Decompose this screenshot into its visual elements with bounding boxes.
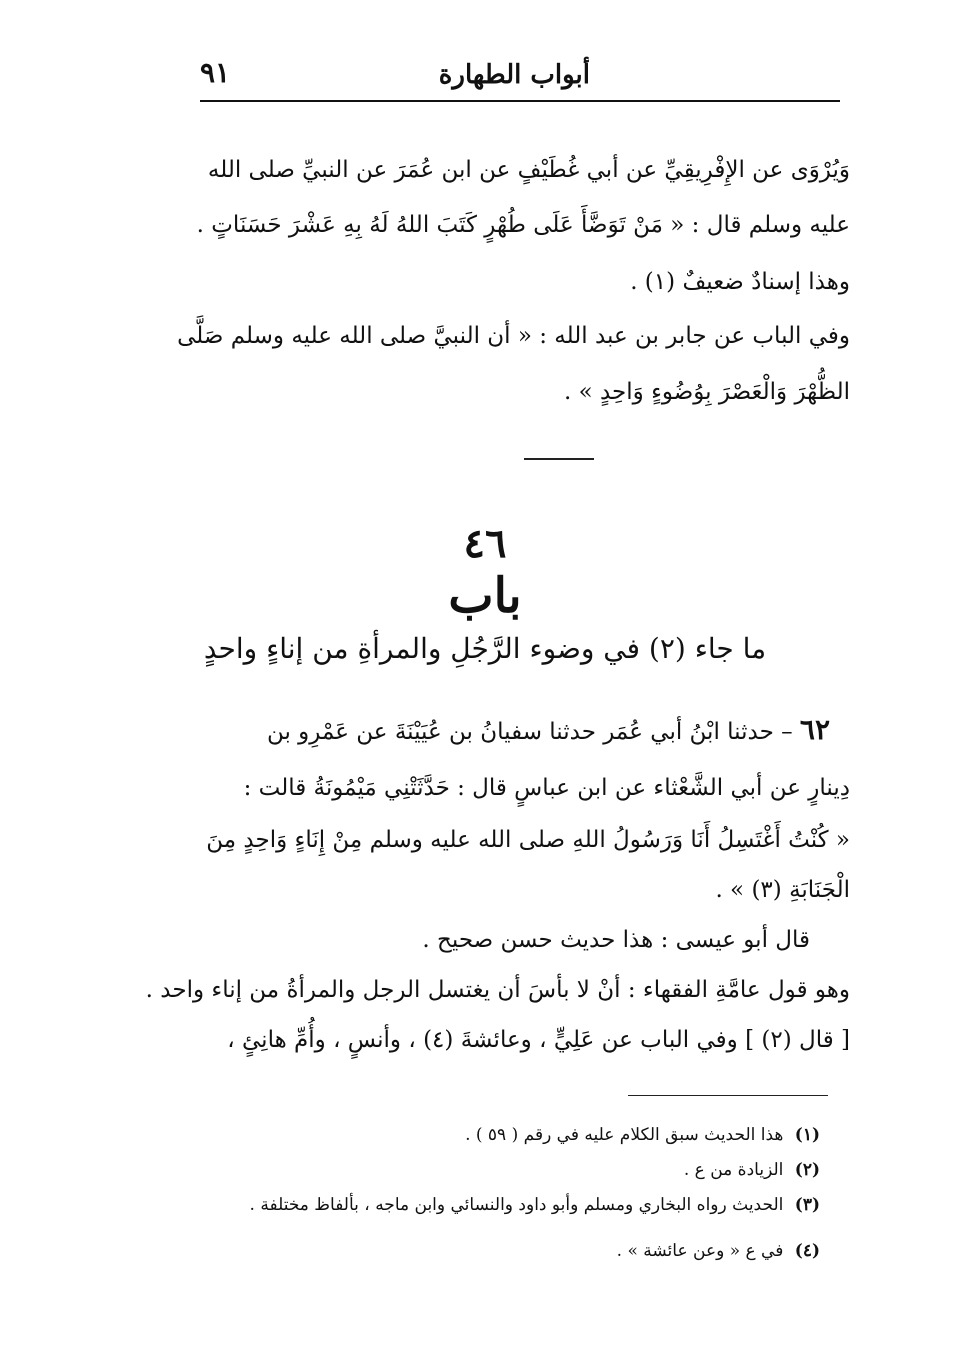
text-line: « كُنْتُ أَغْتَسِلُ أَنَا وَرَسُولُ اللهِ صلى الله عليه وسلم مِنْ إِنَاءٍ وَاحِدٍ مِنَ bbox=[206, 827, 850, 853]
running-title: أبواب الطهارة bbox=[438, 60, 590, 90]
footnote bbox=[120, 1236, 820, 1266]
footnote-text: في ع « وعن عائشة » . bbox=[616, 1241, 784, 1261]
page-header bbox=[200, 56, 840, 96]
footnote-text: الزيادة من ع . bbox=[683, 1160, 784, 1180]
page-number: ٩١ bbox=[200, 56, 231, 89]
header-rule bbox=[200, 100, 840, 102]
text-line: قال أبو عيسى : هذا حديث حسن صحيح . bbox=[422, 927, 810, 953]
hadith-text: – حدثنا ابْنُ أبي عُمَر حدثنا سفيانُ بن عُيَيْنَةَ عن عَمْرِو بن bbox=[266, 719, 793, 745]
footnote-text: الحديث رواه البخاري ومسلم وأبو داود والنسائي وابن ماجه ، بألفاظ مختلفة . bbox=[249, 1195, 784, 1215]
text-line: [ قال (٢) ] وفي الباب عن عَلِيٍّ ، وعائشةَ (٤) ، وأنسٍ ، وأُمِّ هانِئٍ ، bbox=[227, 1027, 850, 1053]
hadith-line-1 bbox=[150, 710, 830, 752]
text-line: وفي الباب عن جابر بن عبد الله : « أن النبيَّ صلى الله عليه وسلم صَلَّى bbox=[177, 323, 850, 349]
footnote-rule bbox=[628, 1095, 828, 1096]
footnote-number: (٣) bbox=[794, 1195, 820, 1215]
section-separator bbox=[524, 458, 594, 460]
footnote-number: (٤) bbox=[794, 1241, 820, 1261]
hadith-number: ٦٢ bbox=[799, 713, 830, 746]
footnote bbox=[120, 1190, 820, 1220]
text-line: وهذا إسنادٌ ضعيفٌ (١) . bbox=[630, 269, 850, 295]
footnote bbox=[120, 1155, 820, 1185]
footnote bbox=[120, 1120, 820, 1150]
text-line: الظُّهْرَ وَالْعَصْرَ بِوُضُوءٍ وَاحِدٍ » . bbox=[563, 379, 850, 405]
footnote-text: هذا الحديث سبق الكلام عليه في رقم ( ٥٩ ) . bbox=[465, 1125, 784, 1145]
footnote-number: (٢) bbox=[794, 1160, 820, 1180]
text-line: دِينارٍ عن أبي الشَّعْثاء عن ابن عباسٍ قال : حَدَّثَتْنِي مَيْمُونَةُ قالت : bbox=[243, 775, 850, 801]
text-line: الْجَنَابَةِ (٣) » . bbox=[715, 877, 850, 903]
chapter-subtitle: ما جاء (٢) في وضوء الرَّجُلِ والمرأةِ من إناءٍ واحدٍ bbox=[203, 632, 767, 665]
footnote-number: (١) bbox=[794, 1125, 820, 1145]
text-line: وَيُرْوَى عن الإِفْرِيقِيِّ عن أبي غُطَيْفٍ عن ابن عُمَرَ عن النبيِّ صلى الله bbox=[207, 157, 850, 183]
text-line: وهو قول عامَّةِ الفقهاء : أنْ لا بأسَ أن يغتسل الرجل والمرأةُ من إناء واحد . bbox=[145, 977, 850, 1003]
chapter-title: باب bbox=[448, 568, 522, 624]
text-line: عليه وسلم قال : « مَنْ تَوَضَّأَ عَلَى طُهْرٍ كَتَبَ اللهُ لَهُ بِهِ عَشْرَ حَسَنَاتٍ . bbox=[196, 212, 850, 238]
chapter-number: ٤٦ bbox=[463, 520, 507, 567]
